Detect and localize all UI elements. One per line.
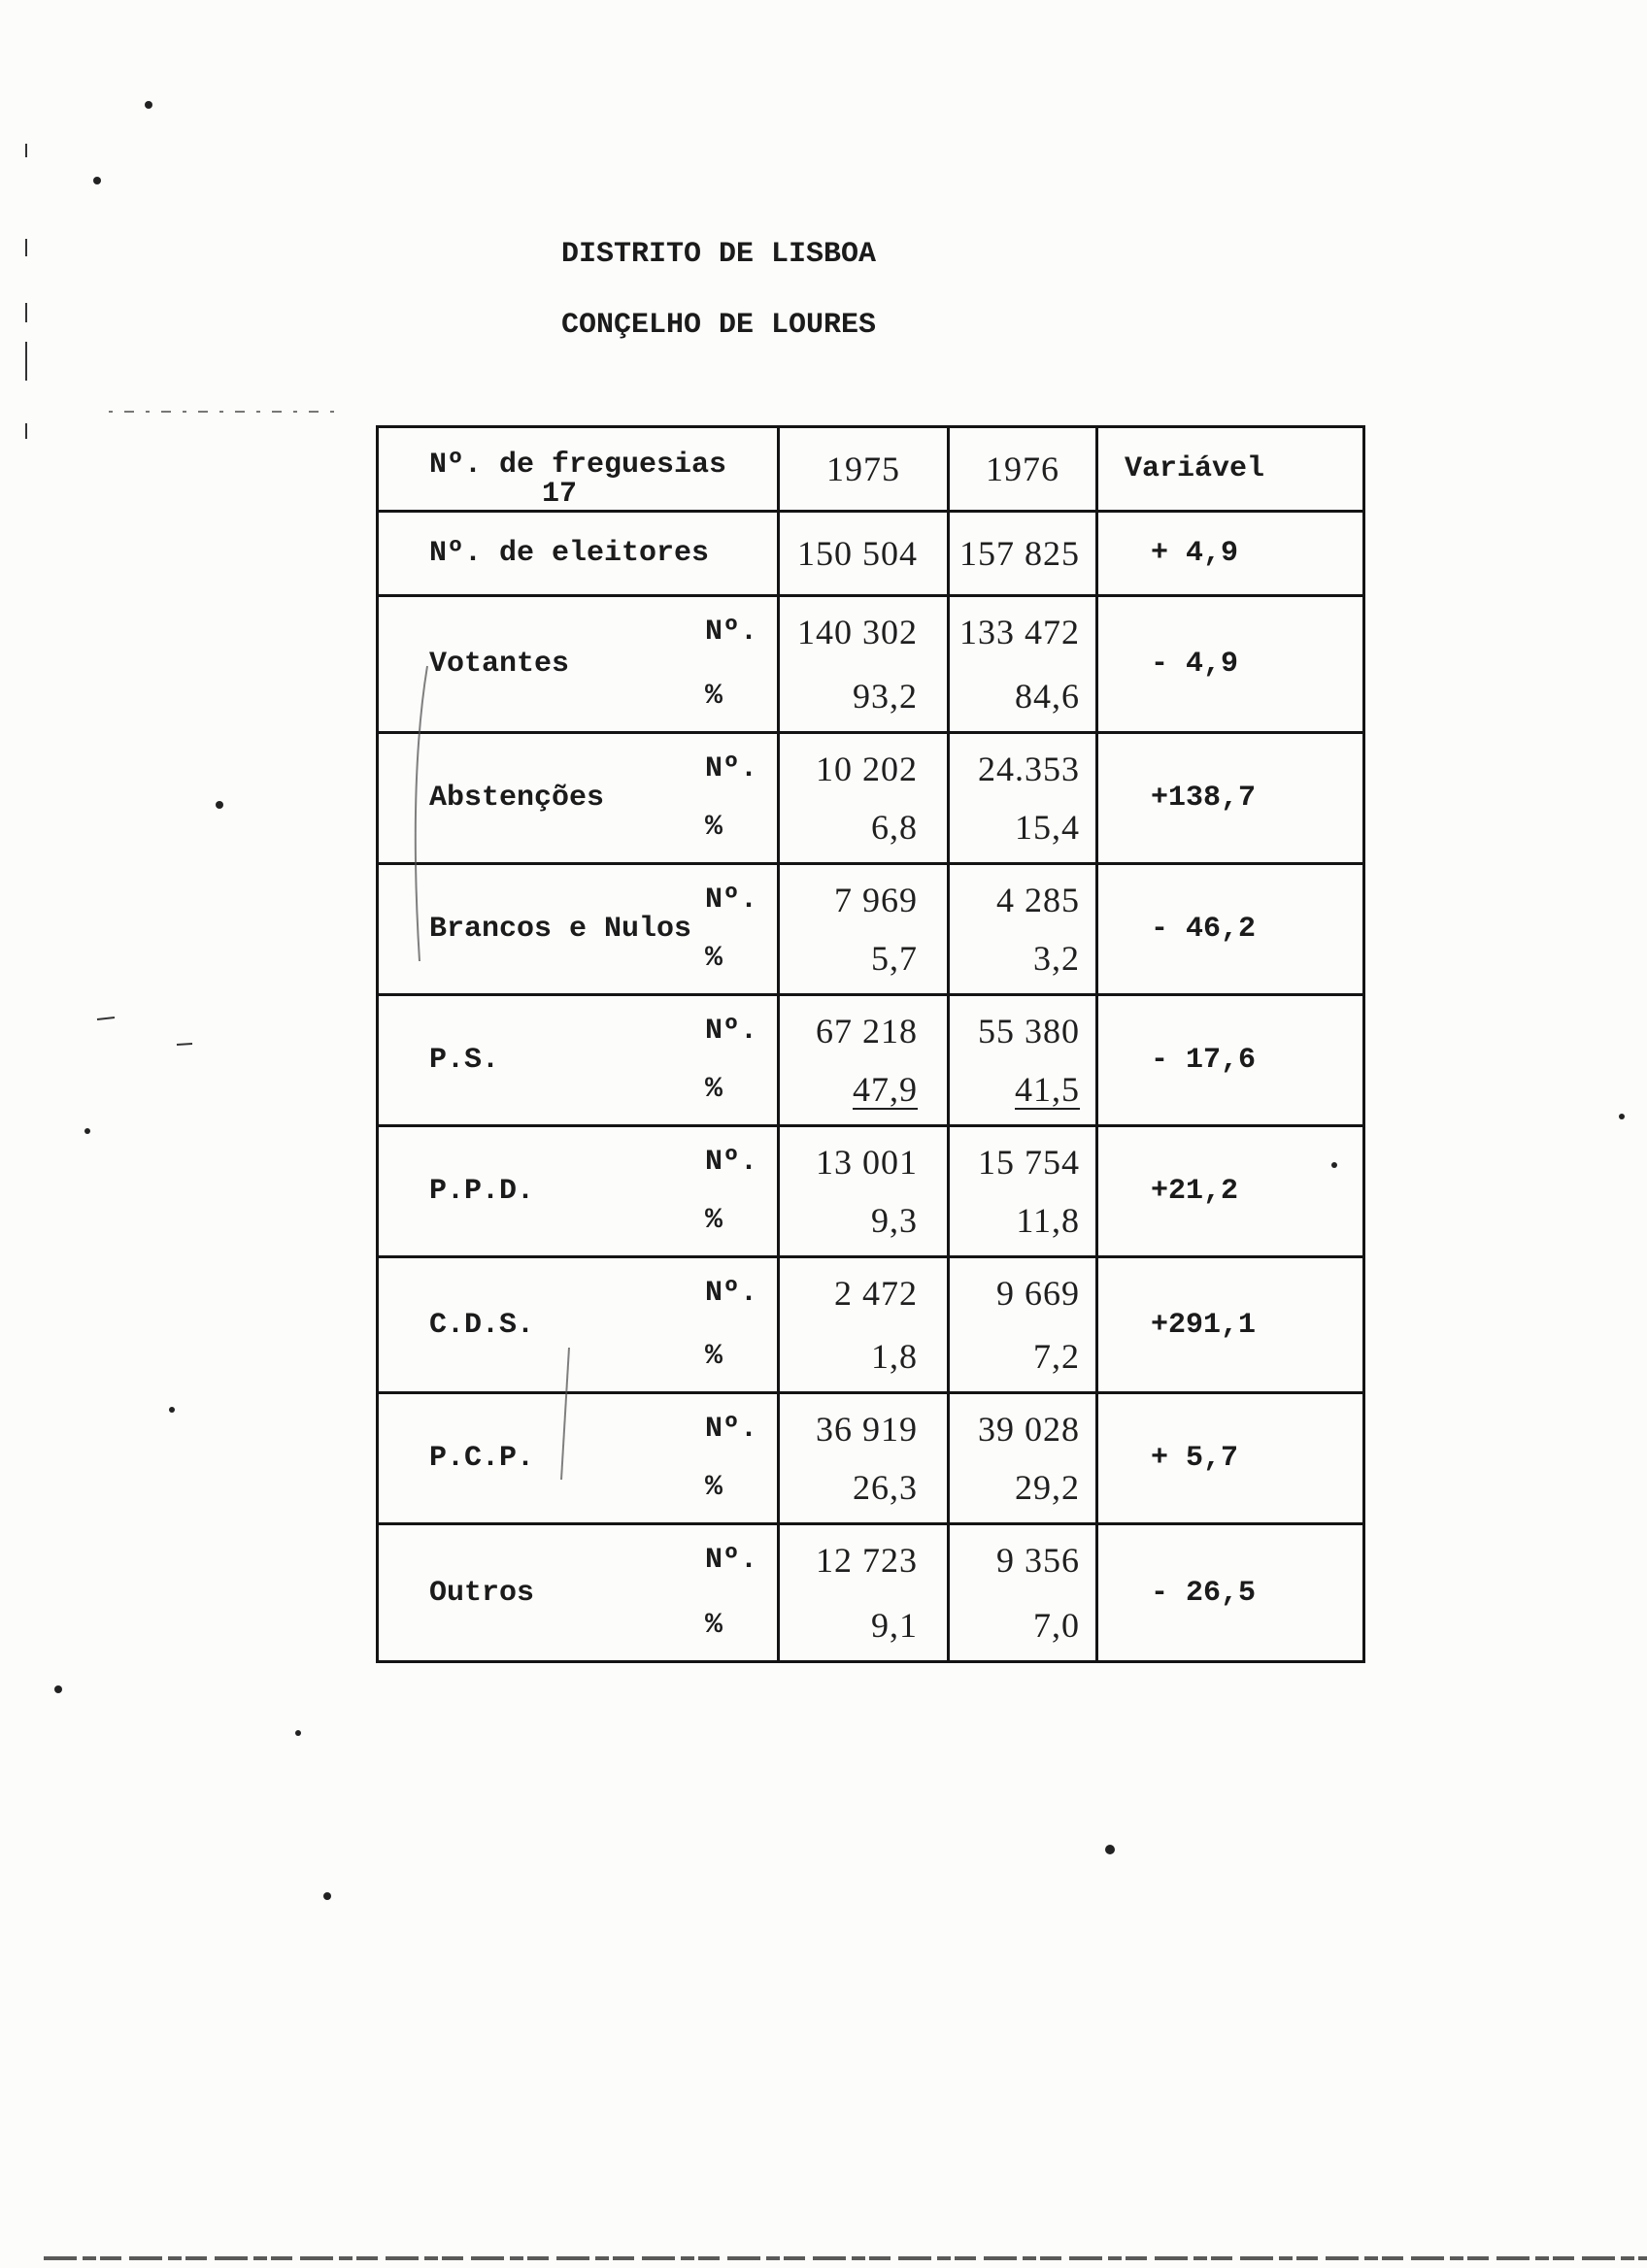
count-label: Nº.: [705, 1544, 758, 1577]
table-row-outros: [378, 1524, 1364, 1662]
count-1976: 9 669: [996, 1274, 1080, 1313]
label-cell: [378, 1126, 779, 1257]
change-value: +21,2: [1151, 1175, 1239, 1208]
year-1975-cell: [779, 864, 949, 995]
percent-label: %: [705, 1471, 723, 1504]
percent-1975: 93,2: [853, 677, 918, 716]
year-1976-cell: [949, 1524, 1097, 1662]
count-label: Nº.: [705, 1413, 758, 1446]
change-value: +291,1: [1151, 1308, 1257, 1342]
year-1976-cell: [949, 596, 1097, 733]
count-1976: 133 472: [959, 613, 1080, 651]
count-1975: 12 723: [816, 1541, 918, 1580]
table-row-cds: [378, 1257, 1364, 1393]
label-cell: [378, 733, 779, 864]
count-label: Nº.: [705, 884, 758, 917]
table-row-ppd: [378, 1126, 1364, 1257]
percent-1976: 15,4: [1015, 808, 1080, 847]
label-cell: [378, 596, 779, 733]
count-label: Nº.: [705, 616, 758, 649]
percent-1975: 26,3: [853, 1468, 918, 1507]
table-row-eleitores: [378, 512, 1364, 596]
count-1976: 4 285: [996, 881, 1080, 919]
scan-speck: [216, 801, 223, 809]
year-1975-cell: [779, 733, 949, 864]
year-1976-cell: [949, 995, 1097, 1126]
percent-1975: 6,8: [871, 808, 918, 847]
header-label-cell: [378, 427, 779, 512]
percent-label: %: [705, 1204, 723, 1237]
change-cell: [1097, 1257, 1364, 1393]
scan-speck: [93, 177, 101, 184]
count-1976: 15 754: [978, 1143, 1080, 1182]
change-cell: [1097, 995, 1364, 1126]
percent-1975: 9,1: [871, 1606, 918, 1645]
year-1975-cell: [779, 512, 949, 596]
header-year-1975-cell: [779, 427, 949, 512]
row-label: Brancos e Nulos: [429, 913, 692, 946]
change-value: - 26,5: [1151, 1576, 1257, 1610]
percent-1976: 84,6: [1015, 677, 1080, 716]
scan-speck: [323, 1892, 331, 1900]
percent-1975: 5,7: [871, 939, 918, 978]
election-results-table: [376, 425, 1365, 1663]
freguesias-label: Nº. de freguesias: [429, 449, 727, 482]
document-subheading: CONÇELHO DE LOURES: [561, 309, 877, 342]
change-cell: [1097, 1126, 1364, 1257]
table-row-brancos-e-nulos: [378, 864, 1364, 995]
change-value: +138,7: [1151, 782, 1257, 815]
scan-speck: [1619, 1114, 1625, 1119]
percent-1976: 7,0: [1033, 1606, 1080, 1645]
count-label: Nº.: [705, 752, 758, 785]
table-header-row: [378, 427, 1364, 512]
percent-1976: 3,2: [1033, 939, 1080, 978]
count-1975: 13 001: [816, 1143, 918, 1182]
label-cell: [378, 1393, 779, 1524]
count-label: Nº.: [705, 1015, 758, 1048]
percent-1975: 47,9: [853, 1070, 918, 1109]
margin-ticks: [26, 144, 192, 1045]
change-value: - 4,9: [1151, 648, 1239, 681]
year-1975-cell: [779, 1524, 949, 1662]
count-1976: 24.353: [978, 750, 1080, 788]
row-label: Nº. de eleitores: [429, 537, 710, 570]
year-1976-header: 1976: [986, 450, 1059, 488]
label-cell: [378, 512, 779, 596]
change-cell: [1097, 733, 1364, 864]
count-1976: 9 356: [996, 1541, 1080, 1580]
year-1975-cell: [779, 1257, 949, 1393]
percent-1976: 11,8: [1016, 1201, 1080, 1240]
header-year-1976-cell: [949, 427, 1097, 512]
count-1976: 39 028: [978, 1410, 1080, 1449]
electors-1975: 150 504: [797, 534, 918, 573]
year-1976-cell: [949, 1126, 1097, 1257]
percent-label: %: [705, 1340, 723, 1373]
label-cell: [378, 1257, 779, 1393]
label-cell: [378, 1524, 779, 1662]
year-1976-cell: [949, 512, 1097, 596]
year-1975-cell: [779, 596, 949, 733]
percent-label: %: [705, 1609, 723, 1642]
year-1976-cell: [949, 864, 1097, 995]
count-1975: 67 218: [816, 1012, 918, 1051]
row-label: Votantes: [429, 648, 570, 681]
count-1975: 36 919: [816, 1410, 918, 1449]
row-label: C.D.S.: [429, 1308, 535, 1342]
scan-speck: [54, 1685, 62, 1693]
percent-1975: 1,8: [871, 1337, 918, 1376]
change-header: Variável: [1125, 452, 1265, 485]
change-cell: [1097, 864, 1364, 995]
percent-1976: 7,2: [1033, 1337, 1080, 1376]
year-1975-header: 1975: [826, 450, 900, 488]
year-1975-cell: [779, 1126, 949, 1257]
count-1975: 140 302: [797, 613, 918, 651]
header-change-cell: [1097, 427, 1364, 512]
percent-1975: 9,3: [871, 1201, 918, 1240]
table-row-votantes: [378, 596, 1364, 733]
year-1975-cell: [779, 1393, 949, 1524]
scan-speck: [169, 1407, 175, 1413]
year-1976-cell: [949, 1257, 1097, 1393]
year-1976-cell: [949, 1393, 1097, 1524]
table-row-abstencoes: [378, 733, 1364, 864]
year-1976-cell: [949, 733, 1097, 864]
change-cell: [1097, 512, 1364, 596]
year-1975-cell: [779, 995, 949, 1126]
percent-label: %: [705, 1073, 723, 1106]
count-1976: 55 380: [978, 1012, 1080, 1051]
label-cell: [378, 995, 779, 1126]
table-row-pcp: [378, 1393, 1364, 1524]
label-cell: [378, 864, 779, 995]
count-1975: 10 202: [816, 750, 918, 788]
scan-speck: [1105, 1845, 1115, 1854]
margin-tick: [97, 1017, 115, 1019]
row-label: P.S.: [429, 1044, 500, 1077]
document-heading: DISTRITO DE LISBOA: [561, 238, 877, 271]
percent-1976: 41,5: [1015, 1070, 1080, 1109]
percent-label: %: [705, 680, 723, 713]
change-value: + 4,9: [1151, 537, 1239, 570]
row-label: P.C.P.: [429, 1442, 535, 1475]
count-label: Nº.: [705, 1146, 758, 1179]
scan-speck: [84, 1128, 90, 1134]
scan-speck: [295, 1730, 301, 1736]
row-label: Outros: [429, 1576, 535, 1610]
count-1975: 2 472: [834, 1274, 918, 1313]
table-row-ps: [378, 995, 1364, 1126]
percent-1976: 29,2: [1015, 1468, 1080, 1507]
change-value: - 46,2: [1151, 913, 1257, 946]
row-label: Abstenções: [429, 782, 605, 815]
electors-1976: 157 825: [959, 534, 1080, 573]
count-label: Nº.: [705, 1277, 758, 1310]
change-cell: [1097, 1524, 1364, 1662]
change-value: - 17,6: [1151, 1044, 1257, 1077]
change-cell: [1097, 1393, 1364, 1524]
change-value: + 5,7: [1151, 1442, 1239, 1475]
scan-speck: [145, 101, 152, 109]
percent-label: %: [705, 811, 723, 844]
change-cell: [1097, 596, 1364, 733]
margin-tick: [177, 1044, 192, 1045]
count-1975: 7 969: [834, 881, 918, 919]
row-label: P.P.D.: [429, 1175, 535, 1208]
freguesias-count: 17: [542, 478, 578, 511]
percent-label: %: [705, 942, 723, 975]
